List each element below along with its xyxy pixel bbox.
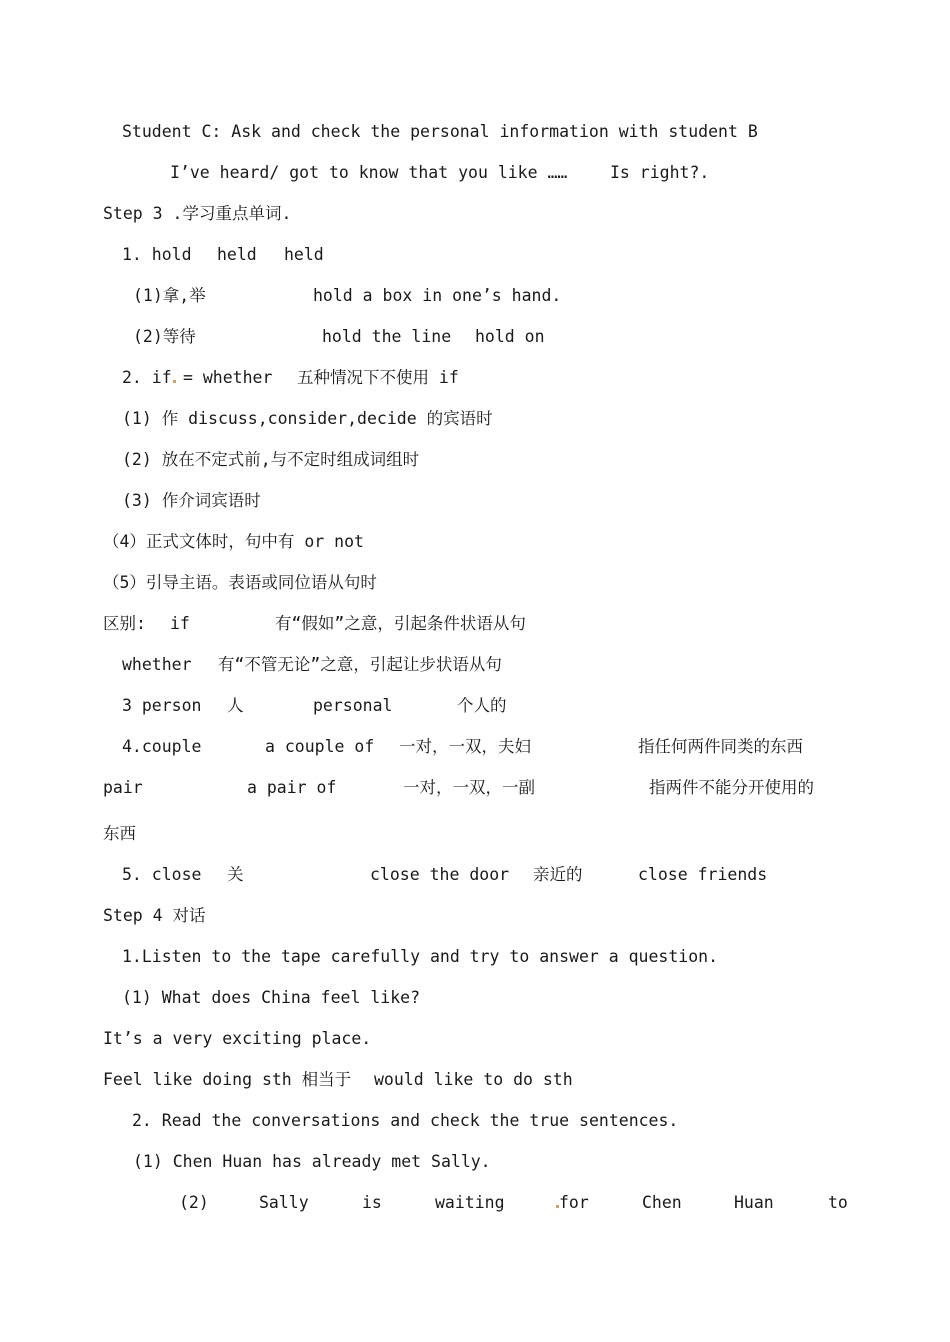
close-example-1: close the door bbox=[370, 865, 510, 884]
step3-heading: Step 3 .学习重点单词. bbox=[103, 204, 292, 223]
word-pair: pair bbox=[103, 778, 143, 797]
difference-label: 区别: bbox=[103, 614, 146, 633]
if-rule-5: （5）引导主语。表语或同位语从句时 bbox=[103, 573, 377, 592]
dialogue-prompt-end: Is right?. bbox=[610, 163, 710, 182]
if-rule-4: （4）正式文体时，句中有 or not bbox=[103, 532, 364, 551]
pair-phrase: a pair of bbox=[247, 778, 337, 797]
sentence-2-num: (2) bbox=[179, 1193, 209, 1212]
personal-meaning: 个人的 bbox=[457, 696, 507, 715]
sentence-2-word: Sally bbox=[259, 1193, 309, 1212]
true-sentence-1: (1) Chen Huan has already met Sally. bbox=[133, 1152, 491, 1171]
hold-meaning-1: (1)拿,举 bbox=[133, 286, 206, 305]
if-rule-2: (2) 放在不定式前,与不定时组成词组时 bbox=[122, 450, 420, 469]
answer-1: It’s a very exciting place. bbox=[103, 1029, 372, 1048]
if-rule-3: (3) 作介词宾语时 bbox=[122, 491, 261, 510]
pair-meaning: 一对，一双，一副 bbox=[403, 778, 535, 797]
couple-phrase: a couple of bbox=[265, 737, 375, 756]
if-rule-heading: 五种情况下不使用 if bbox=[297, 368, 459, 387]
couple-meaning: 一对，一双，夫妇 bbox=[399, 737, 531, 756]
diff-if: if bbox=[170, 614, 190, 633]
word-hold: 1. hold bbox=[122, 245, 192, 264]
pair-usage: 指两件不能分开使用的 bbox=[649, 778, 814, 797]
sentence-2-word: Huan bbox=[734, 1193, 774, 1212]
close-meaning-1: 关 bbox=[227, 865, 244, 884]
word-close: 5. close bbox=[122, 865, 202, 884]
if-whether-equal: = whether bbox=[183, 368, 273, 387]
sentence-2-word: is bbox=[362, 1193, 382, 1212]
diff-if-meaning: 有“假如”之意，引起条件状语从句 bbox=[275, 614, 526, 633]
word-personal: personal bbox=[313, 696, 393, 715]
listen-task: 1.Listen to the tape carefully and try to answer a question. bbox=[122, 947, 719, 966]
couple-usage: 指任何两件同类的东西 bbox=[638, 737, 803, 756]
mark-dot bbox=[173, 380, 176, 383]
word-person: 3 person bbox=[122, 696, 202, 715]
would-like-note: would like to do sth bbox=[374, 1070, 573, 1089]
close-meaning-2: 亲近的 bbox=[533, 865, 583, 884]
diff-whether: whether bbox=[122, 655, 192, 674]
sentence-2-word bbox=[555, 1192, 589, 1214]
sentence-2-word-text: for bbox=[559, 1193, 589, 1212]
student-c-instruction: Student C: Ask and check the personal information with student B bbox=[122, 122, 758, 141]
read-task: 2. Read the conversations and check the true sentences. bbox=[132, 1111, 679, 1130]
hold-example-2: hold the line bbox=[322, 327, 452, 346]
sentence-2-word: to bbox=[828, 1193, 848, 1212]
question-1: (1) What does China feel like? bbox=[122, 988, 421, 1007]
word-if bbox=[122, 367, 176, 389]
hold-example-3: hold on bbox=[475, 327, 545, 346]
hold-meaning-2: (2)等待 bbox=[133, 327, 196, 346]
word-hold-past: held bbox=[217, 245, 257, 264]
sentence-2-word: Chen bbox=[642, 1193, 682, 1212]
word-hold-participle: held bbox=[284, 245, 324, 264]
close-example-2: close friends bbox=[638, 865, 768, 884]
step4-heading: Step 4 对话 bbox=[103, 906, 206, 925]
dialogue-prompt: I’ve heard/ got to know that you like …… bbox=[170, 163, 568, 182]
pair-usage-cont: 东西 bbox=[103, 824, 136, 843]
hold-example-1: hold a box in one’s hand. bbox=[313, 286, 562, 305]
feel-like-note: Feel like doing sth 相当于 bbox=[103, 1070, 352, 1089]
word-couple: 4.couple bbox=[122, 737, 202, 756]
diff-whether-meaning: 有“不管无论”之意，引起让步状语从句 bbox=[218, 655, 502, 674]
person-meaning: 人 bbox=[227, 696, 244, 715]
sentence-2-word: waiting bbox=[435, 1193, 505, 1212]
word-if-text: 2. if bbox=[122, 368, 172, 387]
if-rule-1: (1) 作 discuss,consider,decide 的宾语时 bbox=[122, 409, 493, 428]
